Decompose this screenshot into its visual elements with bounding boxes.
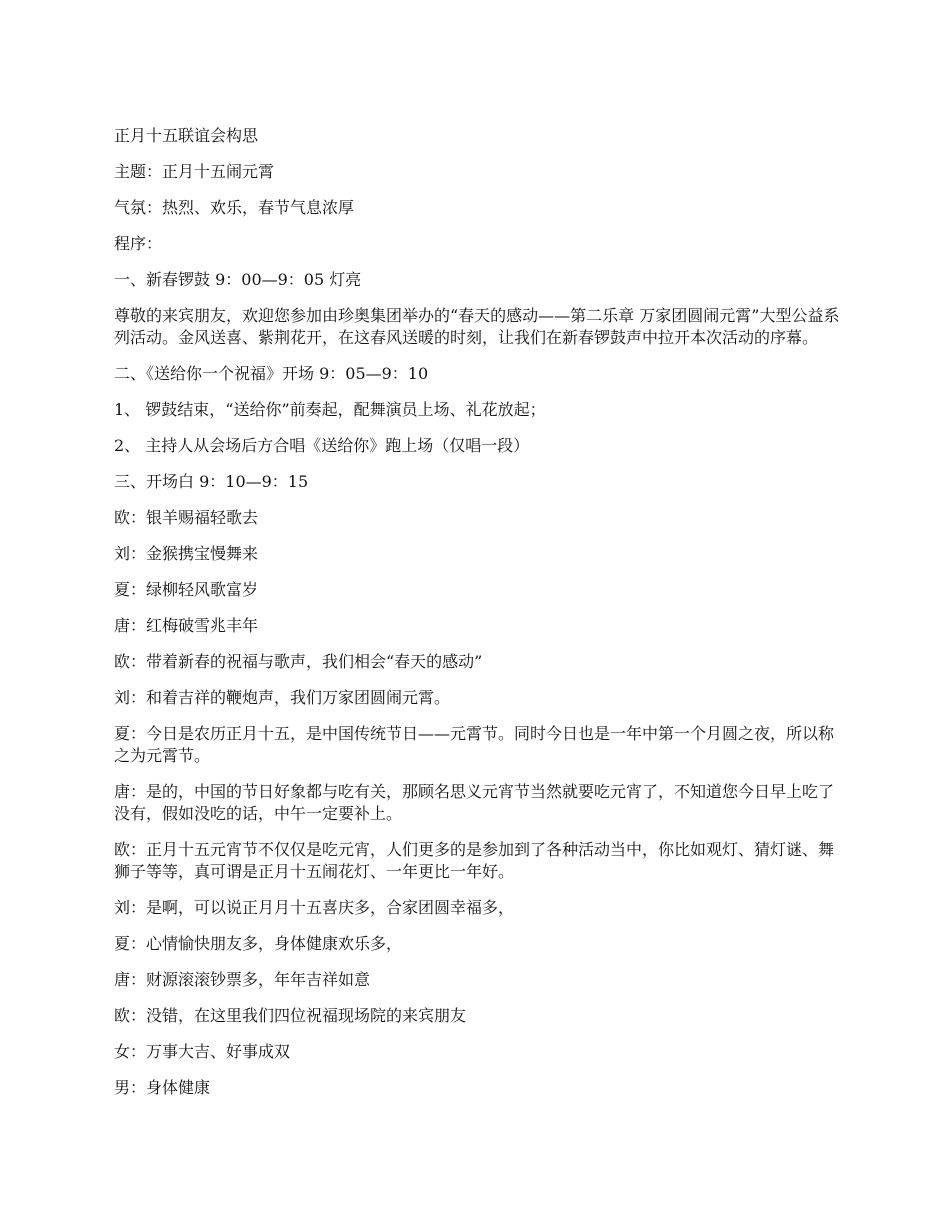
dialogue-line: 男：身体健康 — [114, 1078, 211, 1097]
opening-paragraph: 尊敬的来宾朋友，欢迎您参加由珍奥集团举办的“春天的感动——第二乐章 万家团圆闹元霄”大型公益系列活动。金风送喜、紫荆花开，在这春风送暖的时刻，让我们在新春锣鼓声中拉开本次活动的序幕。 — [114, 306, 840, 347]
section-1-heading: 一、新春锣鼓 9：00—9：05 灯亮 — [114, 270, 362, 289]
theme-line: 主题：正月十五闹元霄 — [114, 162, 275, 181]
dialogue-line: 欧：正月十五元宵节不仅仅是吃元宵，人们更多的是参加到了各种活动当中，你比如观灯、猜灯谜、舞狮子等等，真可谓是正月十五闹花灯、一年更比一年好。 — [114, 840, 835, 881]
section-2-heading: 二、《送给你一个祝福》开场 9：05—9：10 — [114, 364, 429, 383]
document-title: 正月十五联谊会构思 — [114, 126, 259, 145]
dialogue-line: 夏：今日是农历正月十五，是中国传统节日——元霄节。同时今日也是一年中第一个月圆之夜，所以称之为元霄节。 — [114, 724, 835, 765]
dialogue-line: 夏：心情愉快朋友多，身体健康欢乐多， — [114, 934, 403, 953]
section-2-item-2: 2、 主持人从会场后方合唱《送给你》跑上场（仅唱一段） — [114, 436, 530, 455]
dialogue-line: 唐：红梅破雪兆丰年 — [114, 616, 259, 635]
dialogue-line: 刘：和着吉祥的鞭炮声，我们万家团圆闹元霄。 — [114, 688, 451, 707]
dialogue-line: 欧：银羊赐福轻歌去 — [114, 508, 259, 527]
dialogue-line: 欧：没错，在这里我们四位祝福现场院的来宾朋友 — [114, 1006, 467, 1025]
dialogue-line: 女：万事大吉、好事成双 — [114, 1042, 291, 1061]
dialogue-line: 刘：是啊，可以说正月月十五喜庆多，合家团圆幸福多， — [114, 898, 515, 917]
dialogue-line: 欧：带着新春的祝福与歌声，我们相会“春天的感动” — [114, 652, 483, 671]
section-2-item-1: 1、 锣鼓结束，“送给你”前奏起，配舞演员上场、礼花放起； — [114, 400, 546, 419]
dialogue-line: 唐：是的，中国的节日好象都与吃有关，那顾名思义元宵节当然就要吃元宵了，不知道您今日早上吃了没有，假如没吃的话，中午一定要补上。 — [114, 782, 835, 823]
document-body — [114, 125, 840, 1113]
program-heading: 程序： — [114, 234, 163, 253]
dialogue-line: 刘：金猴携宝慢舞来 — [114, 544, 259, 563]
dialogue-line: 夏：绿柳轻风歌富岁 — [114, 580, 259, 599]
section-3-heading: 三、开场白 9：10—9：15 — [114, 472, 309, 491]
atmosphere-line: 气氛：热烈、欢乐，春节气息浓厚 — [114, 198, 355, 217]
dialogue-line: 唐：财源滚滚钞票多，年年吉祥如意 — [114, 970, 371, 989]
